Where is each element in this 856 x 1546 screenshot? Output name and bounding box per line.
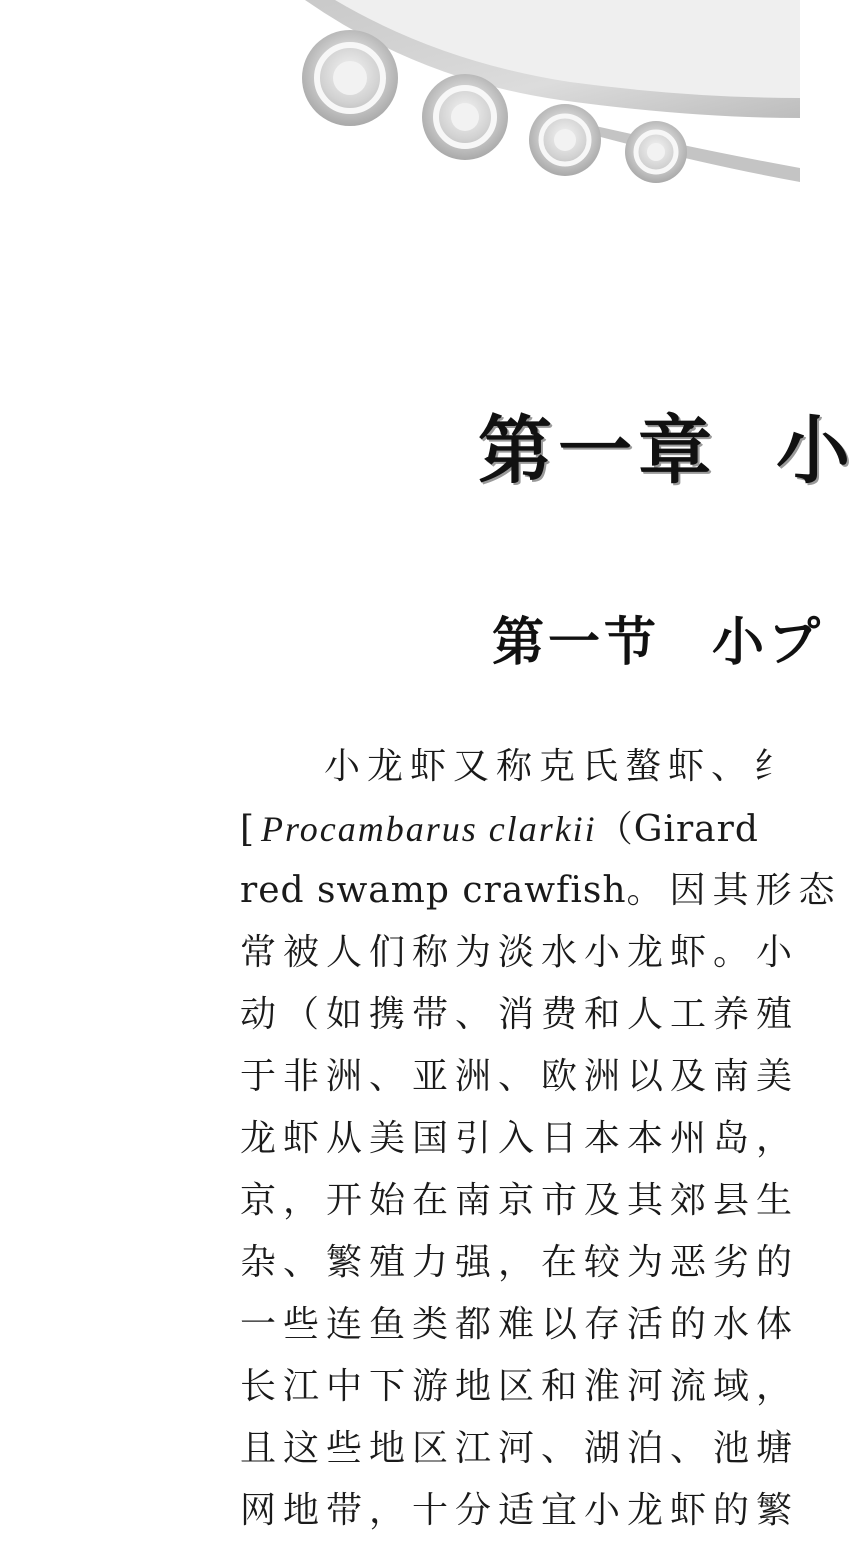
ring-3-shape	[529, 104, 601, 176]
body-line: 杂、繁殖力强，在较为恶劣的	[240, 1242, 800, 1283]
bracket-open: [	[240, 809, 262, 850]
body-line: 于非洲、亚洲、欧洲以及南美	[240, 1056, 800, 1097]
author-citation: （Girard	[596, 809, 759, 850]
chapter-number: 第一章	[478, 408, 718, 494]
chapter-name: 小	[776, 408, 856, 494]
body-line: 小龙虾又称克氏螯虾、纟	[324, 746, 798, 787]
body-line: 动（如携带、消费和人工养殖	[240, 994, 800, 1035]
body-line	[240, 860, 842, 922]
ring-1-shape	[302, 30, 398, 126]
body-line: 长江中下游地区和淮河流域，	[240, 1366, 800, 1407]
body-line-tail: 。因其形态	[626, 870, 842, 911]
body-line: 京，开始在南京市及其郊县生	[240, 1180, 800, 1221]
body-line	[240, 798, 800, 860]
scientific-name: Procambarus clarkii	[261, 809, 597, 849]
section-number: 第一节	[492, 612, 661, 673]
chapter-title	[478, 392, 856, 498]
section-name: 小プ	[712, 612, 825, 673]
body-line: 常被人们称为淡水小龙虾。小	[240, 932, 800, 973]
body-line: 龙虾从美国引入日本本州岛，	[240, 1118, 800, 1159]
ring-2-shape	[422, 74, 508, 160]
body-line: 一些连鱼类都难以存活的水体	[240, 1304, 800, 1345]
section-title	[492, 600, 824, 675]
header-decoration	[0, 0, 800, 260]
ring-4-shape	[625, 121, 687, 183]
body-line: 网地带，十分适宜小龙虾的繁	[240, 1490, 800, 1531]
body-paragraph	[240, 736, 842, 1542]
body-line: 且这些地区江河、湖泊、池塘	[240, 1428, 800, 1469]
english-name: red swamp crawfish	[240, 870, 627, 911]
